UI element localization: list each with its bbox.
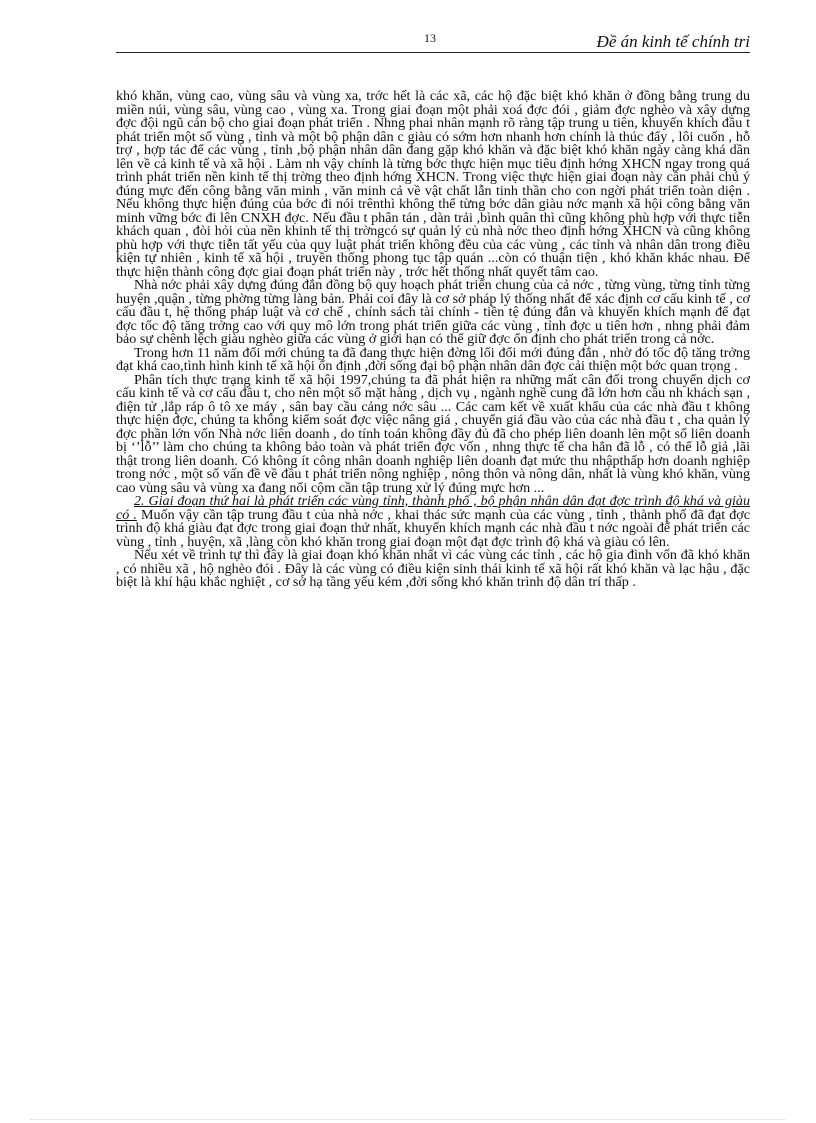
paragraph: Trong hơn 11 năm đổi mới chúng ta đã đang thực hiện đờng lối đổi mới đúng đắn , nhờ đó tốc độ tăng trởng đạt khá cao,tình hình kinh tế xã hội ổn định ,đời sống đại bộ phận nhân dân đợc cải thiện một bớc quan trọng . [116, 344, 750, 374]
page-number: 13 [424, 31, 436, 45]
header-title: Đề án kinh tế chính tri [596, 32, 750, 51]
paragraph: Nếu xét về trình tự thì đây là giai đoạn khó khăn nhất vì các vùng các tỉnh , các hộ gia đình vốn đã khó khăn , có nhiều xã , hộ nghèo đói . Đây là các vùng có điều kiện sinh thái kinh tế xã hội rất khó khăn và lạc hậu , đặc biệt là khí hậu khắc nghiệt , cơ sở hạ tầng yếu kém ,đời sống khó khăn trình độ dân trí thấp . [116, 547, 750, 590]
section-heading: 2. Giai đoạn thứ hai là phát triển các vùng tỉnh, thành phố , bộ phận nhân dân đạt đợc trình độ khá và giàu có . [116, 493, 750, 523]
document-body [116, 90, 750, 590]
paragraph: Phân tích thực trạng kinh tế xã hội 1997,chúng ta đã phát hiện ra những mất cân đối trong chuyển dịch cơ cấu kinh tế và cơ cấu đầu t, cho nên một số mặt hàng , dịch vụ , ngành nghề cung đã lớn hơn cầu nh khách sạn , điện tử ,lắp ráp ô tô xe máy , sân bay cầu cảng nớc sâu ... Các cam kết về xuất khẩu của các nhà đầu t không thực hiện đợc, chúng ta không kiểm soát đợc việc nâng giá , chuyển giá đầu vào của các nhà đầu t , cha quản lý đợc phần lớn vốn Nhà nớc liên doanh , do tính toán không đầy đủ đã cho phép liên doanh lên một số liên doanh bị ‘’lỗ’’ làm cho chúng ta không bảo toàn và phát triển đợc vốn , nhng thực tế cha hẳn đã lỗ , có thể lỗ giả ,lãi thật trong liên doanh. Có không ít công nhân doanh nghiệp liên doanh đạt mức thu nhậpthấp hơn doanh nghiệp trong nớc , một số vấn đề về đầu t phát triển nông nghiệp , nông thôn và nông dân, nhất là vùng khó khăn, vùng cao vùng sâu và vùng xa đang nổi cộm cần tập trung xử lý đúng mực hơn ... [116, 371, 750, 496]
paragraph [116, 495, 750, 549]
footer-divider [30, 1119, 786, 1120]
paragraph: Nhà nớc phải xây dựng đúng đắn đồng bộ quy hoạch phát triển chung của cả nớc , từng vùng, từng tỉnh từng huyện ,quận , từng phờng từng làng bản. Phải coi đây là cơ sở pháp lý thống nhất để xác định cơ cấu kinh tế , cơ cấu đầu t, hệ thống pháp luật và cơ chế , chính sách tài chính - tiền tệ đúng đắn và khuyến khích mạnh để đạt đợc tốc độ tăng trởng cao với quy mô lớn trong phát triển giữa các vùng , tỉnh đợc u tiên hơn , nhng phải đảm bảo sự chênh lệch giàu nghèo giữa các vùng ở giới hạn có thể giữ đợc ổn định cho phát triển trong cả nớc. [116, 277, 750, 347]
paragraph: khó khăn, vùng cao, vùng sâu và vùng xa, trớc hết là các xã, các hộ đặc biệt khó khăn ở đồng bằng trung du miền núi, vùng sâu, vùng cao , vùng xa. Trong giai đoạn một phải xoá đợc đói , giảm đợc nghèo và xây dựng đợc đội ngũ cán bộ cho giai đoạn phát triển . Nhng phai nhân mạnh rõ ràng tập trung u tiên, khuyến khích đầu t phát triển một số vùng , tỉnh và một bộ phận dân c giàu có sớm hơn nhanh hơn chính là thúc đẩy , lôi cuốn , hỗ trợ , hợp tác để các vùng , tỉnh ,bộ phận nhân dân đang gặp khó khăn và đặc biệt khó khăn ngày càng khá dần lên về cả kinh tế và xã hội . Làm nh vậy chính là từng bớc thực hiện mục tiêu định hớng XHCN ngay trong quá trình phát triển nền kinh tế thị trờng theo định hớng XHCN. Trong việc thực hiện giai đoạn này cần phải chú ý đúng mực đến công bằng văn minh , văn minh cả về vật chất lẫn tinh thần cho con ngời phát triển toàn diện . Nếu không thực hiện đúng của bớc đi nói trênthì không thể từng bớc dân giàu nớc mạnh xã hội công bằng văn minh vững bớc đi lên CNXH đợc. Nếu đầu t phân tán , dàn trải ,bình quân thì cũng không phù hợp với thực tiễn khách quan , đòi hỏi của nền khinh tế thị trờngcó sự quản lý củ nhà nớc theo định hớng XHCN và cũng không phù hợp với thực tiễn tất yếu của quy luật phát triển không đều của các vùng , các tỉnh và nhân dân trong điều kiện tự nhiên , kinh tế xã hội , truyền thống phong tục tập quán ...còn có thuận tiện , khó khăn khác nhau. Để thực hiện thành công đợc giai đoạn phát triển này , trớc hết thống nhất quyết tâm cao. [116, 88, 750, 280]
paragraph-text: Muốn vậy cần tập trung đầu t của nhà nớc , khai thác sức mạnh của các vùng , tỉnh , thành phố đã đạt đợc trình độ khá giàu đạt đợc trong giai đoạn thứ nhất, khuyến khích mạnh các nhà đầu t nớc ngoài để phát triển các vùng , tỉnh , huyện, xã ,làng còn khó khăn trong giai đoạn một đạt đợc trình độ khá và giàu có lên. [116, 506, 750, 550]
page-header [116, 30, 750, 53]
